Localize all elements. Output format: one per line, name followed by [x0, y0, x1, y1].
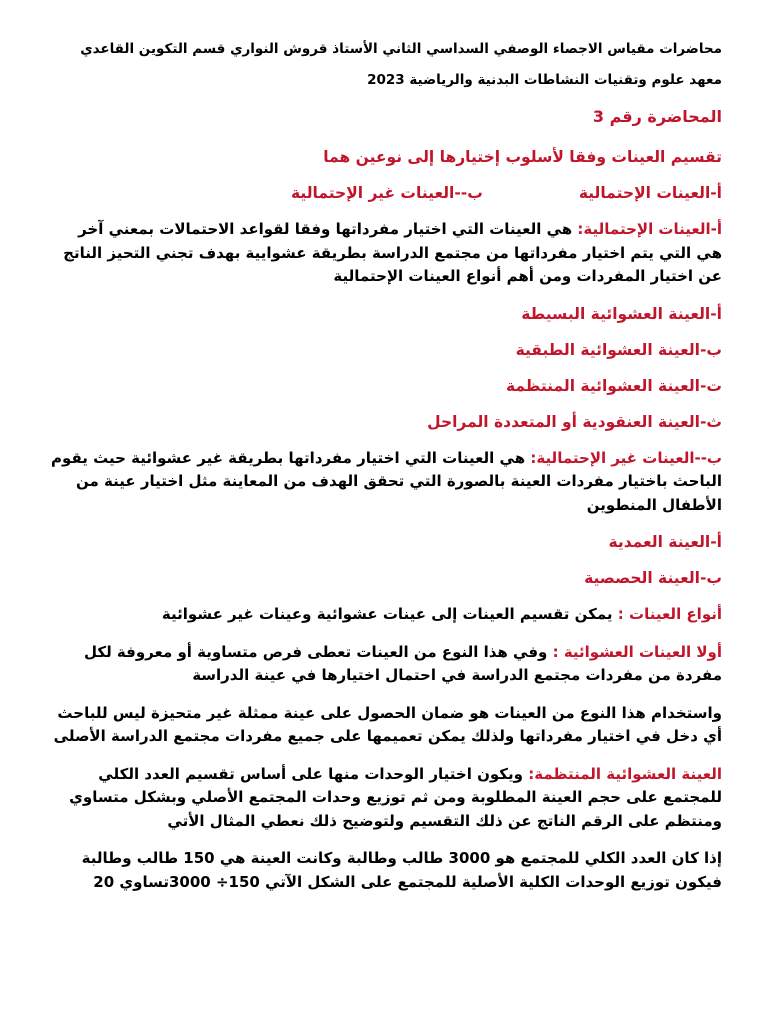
probability-type-item: ث-العينة العنقودية أو المتعددة المراحل [427, 412, 722, 431]
type-probability: أ-العينات الإحتمالية [578, 184, 722, 202]
type-nonprobability: ب--العينات غير الإحتمالية [290, 184, 483, 202]
probability-text: هي العينات التي اختيار مفرداتها وفقا لقواعد الاحتمالات بمعني آخر هي التي يتم اختيار مفرداتها من مجتمع الدراسة بطريقة عشوايية بهدف تجني التحيز الناتج عن اختيار المفردات ومن أهم أنواع العينات الإحتمالية [63, 220, 722, 285]
probability-definition [48, 218, 722, 289]
first-random-paragraph [48, 641, 722, 688]
nonprobability-definition [48, 447, 722, 518]
sample-types-row [48, 182, 722, 204]
first-random-text: وفي هذا النوع من العينات تعطى فرص متساوية أو معروفة لكل مفردة من مفردات مجتمع الدراسة في احتمال اختيارها في عينة الدراسة [83, 642, 722, 684]
nonprobability-text: هي العينات التي اختيار مفرداتها بطريقة غير عشوائية حيث يقوم الباحث باختيار مفردات العينة بالصورة التي تحقق الهدف من المعاينة مثل اختيار عينة من الأطفال المنطوين [51, 448, 722, 514]
systematic-label: العينة العشوائية المنتظمة: [528, 764, 722, 783]
probability-label: أ-العينات الإحتمالية: [577, 220, 722, 238]
probability-type-item: ت-العينة العشوائية المنتظمة [505, 376, 722, 395]
sample-types-paragraph [48, 603, 722, 627]
first-random-label: أولا العينات العشوائية : [552, 642, 722, 661]
usage-paragraph: واستخدام هذا النوع من العينات هو ضمان الحصول على عينة ممثلة غير متحيزة ليس للباحث أي دخل في اختيار مفرداتها ولذلك يمكن تعميمها على جميع مفردات مجتمع الدراسة الأصلى [53, 703, 722, 745]
example-paragraph: إذا كان العدد الكلي للمجتمع هو 3000 طالب وطالبة وكانت العينة هي 150 طالب وطالبة فيكون توزيع الوحدات الكلية الأصلية للمجتمع على الشكل الآتي 150÷ 3000تساوي 20 [81, 849, 722, 891]
lecture-title: المحاضرة رقم 3 [592, 107, 722, 126]
sample-types-label: أنواع العينات : [617, 605, 722, 623]
probability-type-item: ب-العينة العشوائية الطبقية [515, 340, 722, 359]
sample-types-text: يمكن تقسيم العينات إلى عينات عشوائية وعينات غير عشوائية [161, 605, 618, 623]
intro-heading: تقسيم العينات وفقا لأسلوب إختيارها إلى نوعين هما [323, 148, 722, 166]
probability-type-item: أ-العينة العشوائية البسيطة [521, 304, 722, 323]
nonprobability-type-item: ب-العينة الحصصية [584, 569, 722, 587]
document-header: محاضرات مقياس الاجصاء الوصفي السداسي الثاني الأستاذ قروش النواري قسم التكوين القاعدي معهد علوم وتقنيات النشاطات البدنية والرياضية 2023 [80, 41, 722, 88]
nonprobability-label: ب--العينات غير الإحتمالية: [530, 448, 722, 467]
nonprobability-type-item: أ-العينة العمدية [608, 533, 722, 551]
systematic-text: ويكون اختيار الوحدات منها على أساس تقسيم العدد الكلي للمجتمع على حجم العينة المطلوبة ومن ثم توزيع وحدات المجتمع الأصلي وبشكل متساوي ومنتظم على الرقم الناتج عن ذلك التقسيم ولتوضيح ذلك نعطي المثال الأتي [69, 764, 722, 830]
systematic-paragraph [48, 763, 722, 834]
